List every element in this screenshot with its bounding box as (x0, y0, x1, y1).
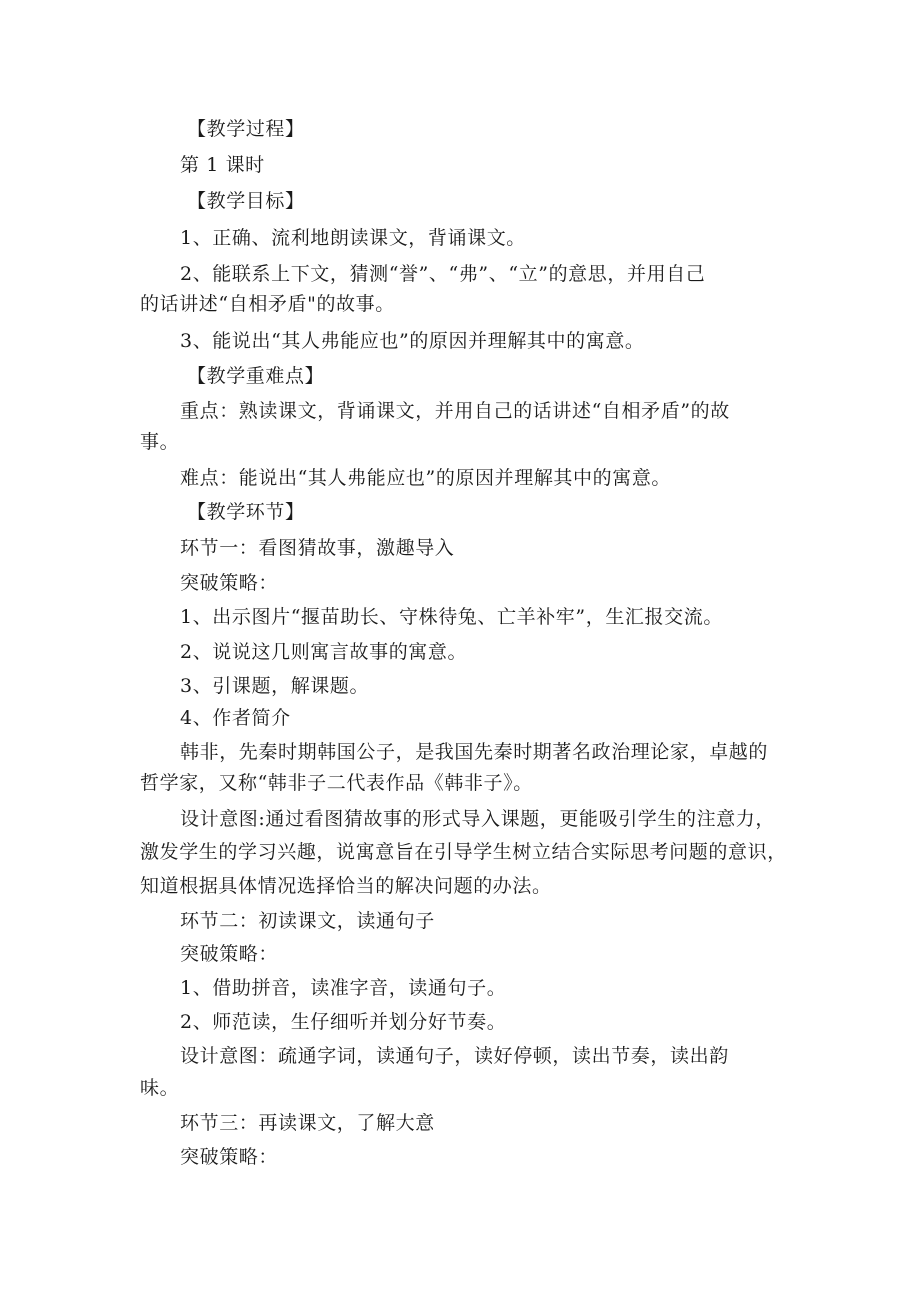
segment-1-step-2: 2、说说这几则寓言故事的寓意。 (180, 641, 468, 663)
segment-3-strategy-label: 突破策略： (180, 1146, 279, 1168)
objective-item-2: 2、能联系上下文，猜测“誉”、“弗”、“立”的意思，并用自己 (180, 263, 706, 285)
segment-2-step-2: 2、师范读，生仔细听并划分好节奏。 (180, 1011, 507, 1033)
segment-2-step-1: 1、借助拼音，读准字音，读通句子。 (180, 977, 507, 999)
design-intent-1: 设计意图:通过看图猜故事的形式导入课题，更能吸引学生的注意力， (180, 808, 776, 830)
design-intent-1-line-2: 激发学生的学习兴趣，说寓意旨在引导学生树立结合实际思考问题的意识， (140, 841, 787, 863)
section-heading-teaching-process: 【教学过程】 (187, 118, 305, 140)
section-heading-objectives: 【教学目标】 (187, 190, 305, 212)
design-intent-2: 设计意图：疏通字词，读通句子，读好停顿，读出节奏，读出韵 (180, 1045, 729, 1067)
objective-item-1: 1、正确、流利地朗读课文，背诵课文。 (180, 227, 526, 249)
section-heading-key-points: 【教学重难点】 (187, 365, 325, 387)
segment-1-step-4: 4、作者简介 (180, 707, 291, 729)
objective-item-3: 3、能说出“其人弗能应也”的原因并理解其中的寓意。 (180, 330, 645, 352)
design-intent-2-continued: 味。 (140, 1077, 180, 1099)
objective-item-2-continued: 的话讲述“自相矛盾"的故事。 (140, 293, 395, 315)
section-heading-segments: 【教学环节】 (187, 501, 305, 523)
segment-2-strategy-label: 突破策略： (180, 943, 279, 965)
segment-3-title: 环节三：再读课文，了解大意 (180, 1112, 435, 1134)
key-point: 重点：熟读课文，背诵课文，并用自己的话讲述“自相矛盾”的故 (180, 400, 730, 422)
lesson-number: 第 1 课时 (180, 154, 265, 176)
author-intro: 韩非，先秦时期韩国公子，是我国先秦时期著名政治理论家，卓越的 (180, 741, 769, 763)
segment-1-title: 环节一：看图猜故事，激趣导入 (180, 537, 455, 559)
segment-1-step-1: 1、出示图片“揠苗助长、守株待兔、亡羊补牢”，生汇报交流。 (180, 606, 723, 628)
segment-2-title: 环节二：初读课文，读通句子 (180, 910, 435, 932)
design-intent-1-line-3: 知道根据具体情况选择恰当的解决问题的办法。 (140, 875, 552, 897)
difficult-point: 难点：能说出“其人弗能应也”的原因并理解其中的寓意。 (180, 467, 672, 489)
segment-1-step-3: 3、引课题，解课题。 (180, 675, 370, 697)
key-point-continued: 事。 (140, 431, 180, 453)
author-intro-continued: 哲学家，又称“韩非子二代表作品《韩非子》。 (140, 772, 533, 794)
segment-1-strategy-label: 突破策略： (180, 572, 279, 594)
